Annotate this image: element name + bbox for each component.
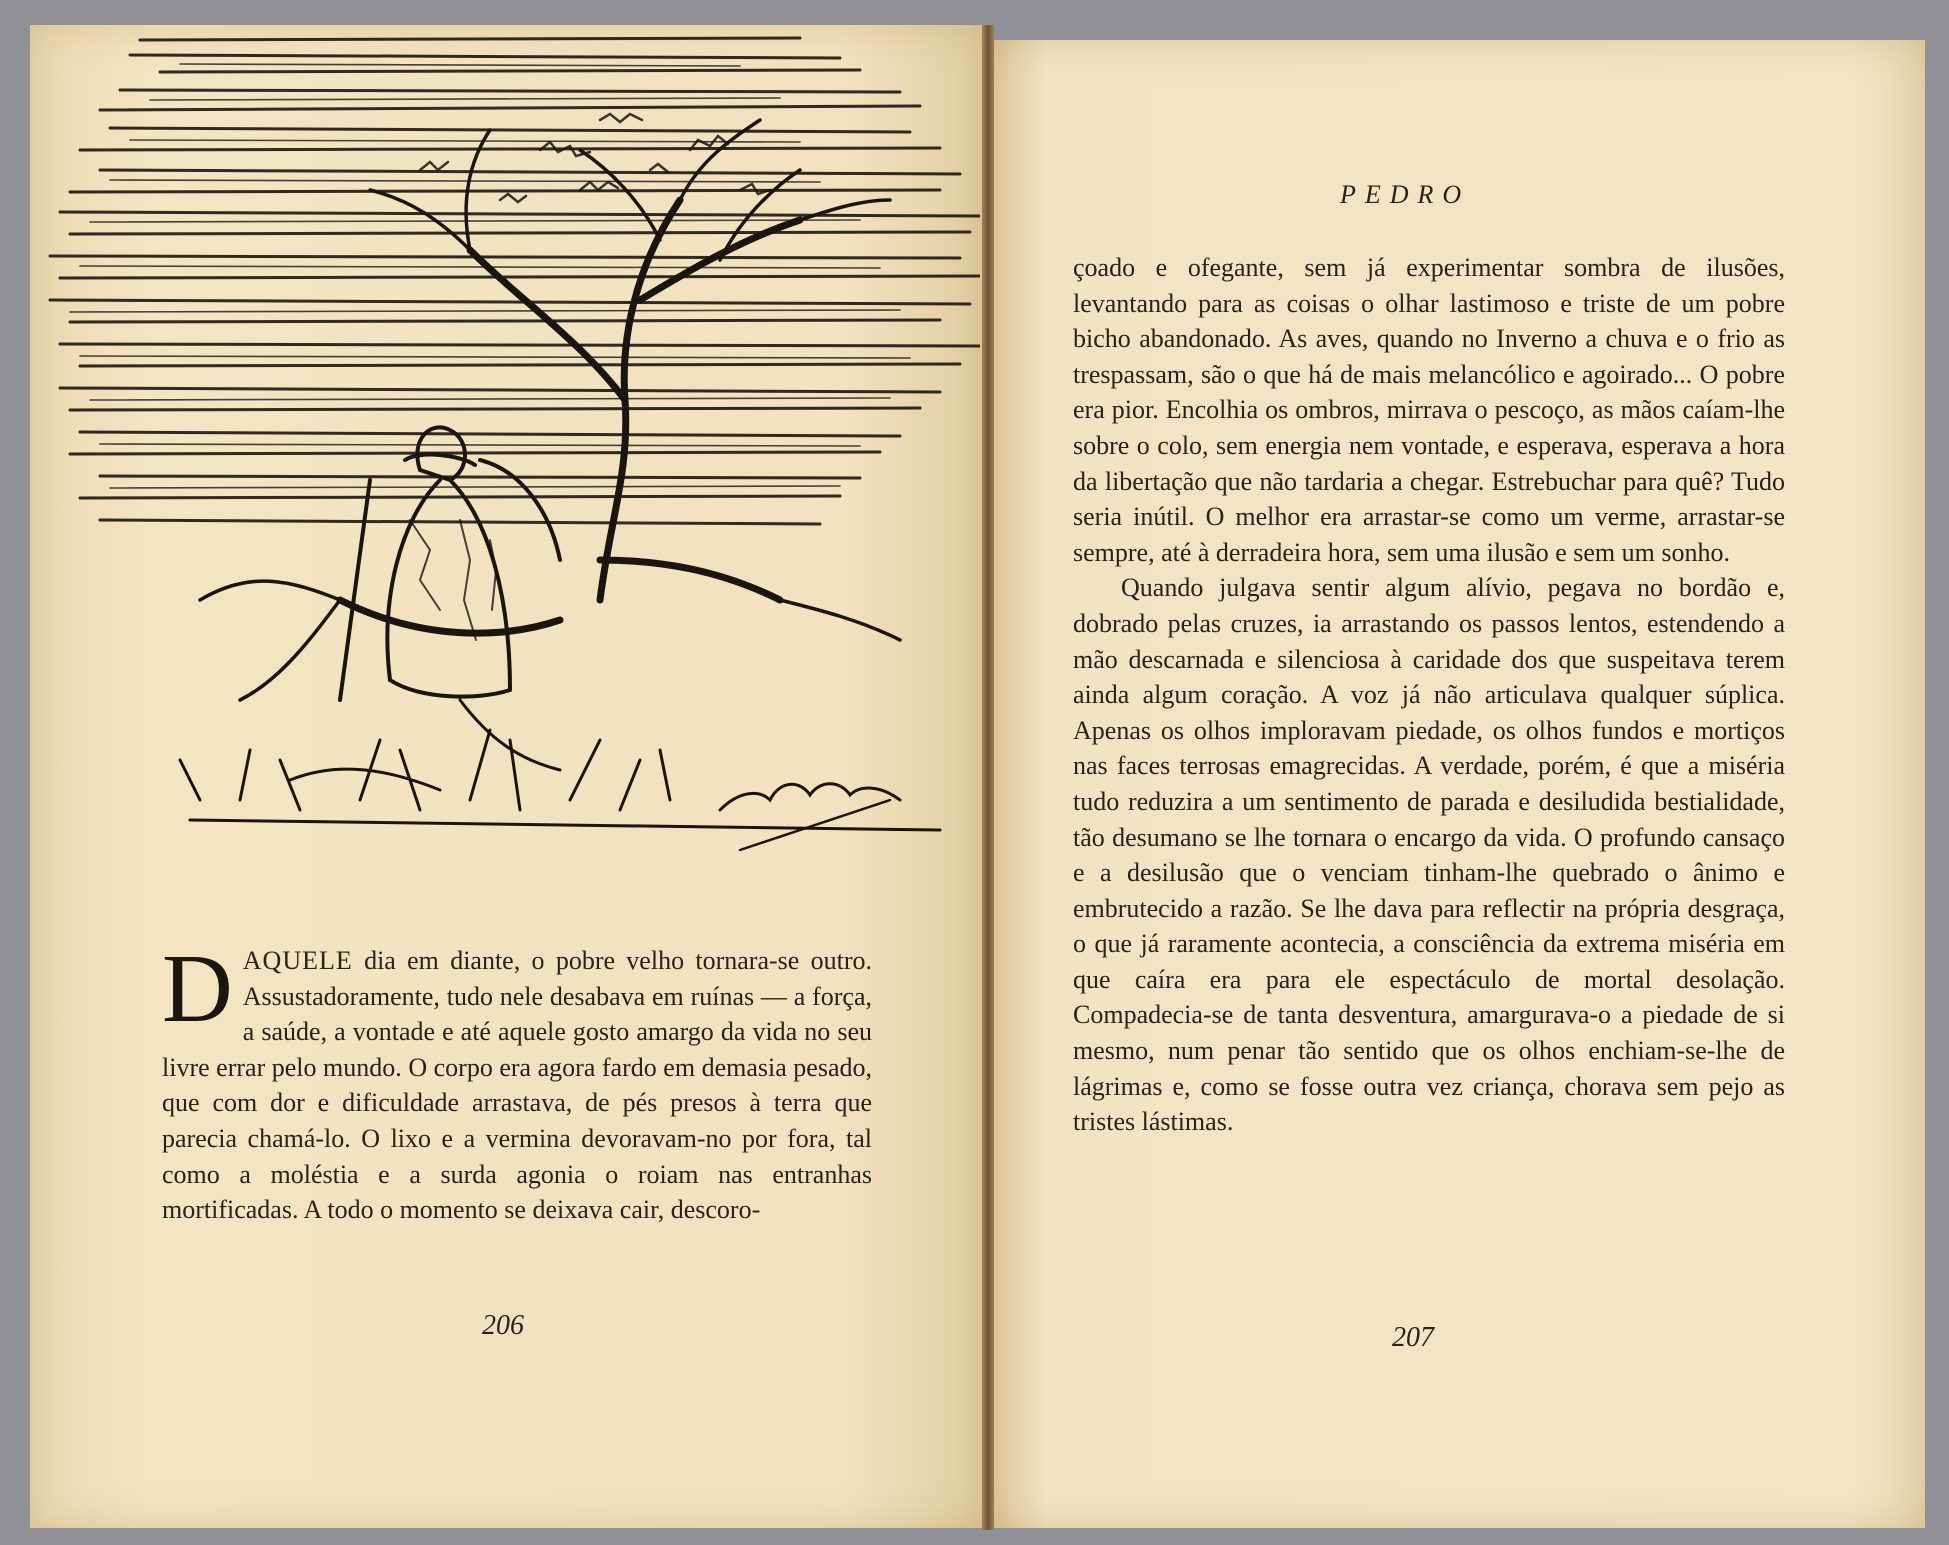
first-word: AQUELE <box>242 946 353 975</box>
page-number-left: 206 <box>482 1310 524 1341</box>
opening-paragraph <box>162 935 872 1228</box>
page-number-right: 207 <box>1392 1322 1434 1353</box>
paragraph-1: çoado e ofegante, sem já experimentar sombra de ilusões, levantando para as coisas o olhar lastimoso e triste de um pobre bicho abandonado. As aves, quando no Inverno a chuva e o frio as trespassam, são o que há de mais melancólico e agoirado... O pobre era pior. Encolhia os ombros, mirrava o pescoço, as mãos caíam-lhe sobre o colo, sem energia nem vontade, e esperava, esperava a hora da libertação que não tardaria a chegar. Estrebuchar para quê? Tudo seria inútil. O melhor era arrastar-se como um verme, arrastar-se sempre, até à derradeira hora, sem uma ilusão e sem um sonho. <box>1073 253 1785 567</box>
right-page-text <box>1073 250 1785 1140</box>
ink-illustration <box>40 0 980 890</box>
running-head: PEDRO <box>1340 180 1471 209</box>
left-page-text <box>162 935 872 1228</box>
drop-cap: D <box>162 935 233 1043</box>
book-gutter <box>982 25 994 1530</box>
opening-paragraph-rest: dia em diante, o pobre velho tornara-se outro. Assustadoramente, tudo nele desabava em ruínas — a força, a saúde, a vontade e até aquele gosto amargo da vida no seu livre errar pelo mundo. O corpo era agora fardo em demasia pesado, que com dor e dificuldade arrastava, de pés presos à terra que parecia chamá-lo. O lixo e a vermina devoravam-no por fora, tal como a moléstia e a surda agonia o roiam nas entranhas mortificadas. A todo o momento se deixava cair, descoro- <box>162 946 872 1225</box>
paragraph-2: Quando julgava sentir algum alívio, pegava no bordão e, dobrado pelas cruzes, ia arrastando os passos lentos, estendendo a mão descarnada e silenciosa à caridade dos que suspeitava terem ainda algum coração. A voz já não articulava qualquer súplica. Apenas os olhos imploravam piedade, os olhos fundos e mortiços nas faces terrosas emagrecidas. A verdade, porém, é que a miséria tudo reduzira a um sentimento de parada e desiludida bestialidade, tão desumano se lhe tornara o encargo da vida. O profundo cansaço e a desilusão que o venciam tinham-lhe quebrado o ânimo e embrutecido a razão. Se lhe dava para reflectir na própria desgraça, o que já raramente acontecia, a consciência da extrema miséria em que caíra era para ele espectáculo de mortal desolação. Compadecia-se de tanta desventura, amargurava-o a piedade de si mesmo, num penar tão sentido que os olhos enchiam-se-lhe de lágrimas e, como se fosse outra vez criança, chorava sem pejo as tristes lástimas. <box>1073 573 1785 1137</box>
